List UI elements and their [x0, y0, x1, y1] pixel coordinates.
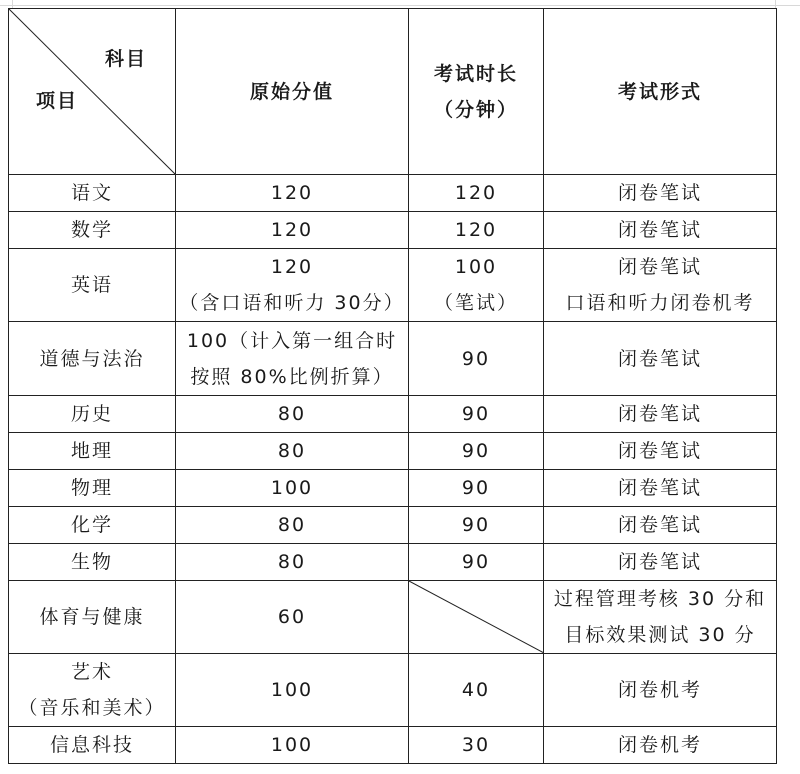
duration-cell: [409, 396, 544, 433]
duration-text: 90: [461, 403, 491, 425]
header-duration: [409, 9, 544, 175]
format-text: 闭卷笔试: [617, 219, 702, 241]
duration-text: 40: [461, 679, 491, 701]
table-row: [9, 581, 777, 654]
duration-text: 90: [461, 551, 491, 573]
score-text: 100: [270, 679, 314, 701]
header-score-label: 原始分值: [249, 80, 334, 103]
table-row: [9, 507, 777, 544]
score-cell: [176, 727, 409, 764]
score-cell: [176, 654, 409, 727]
score-text: 120: [270, 219, 314, 241]
subject-cell: [9, 396, 176, 433]
subject-text: （音乐和美术）: [18, 697, 166, 719]
format-cell: [544, 322, 777, 396]
subject-cell: [9, 212, 176, 249]
score-text: （含口语和听力 30分）: [179, 292, 405, 314]
subject-cell: [9, 249, 176, 322]
subject-text: 数学: [70, 219, 113, 241]
duration-text: 90: [461, 477, 491, 499]
score-cell: [176, 433, 409, 470]
duration-text: 120: [454, 219, 498, 241]
format-text: 过程管理考核 30 分和: [553, 588, 767, 610]
right-guide-line: [775, 0, 776, 8]
score-cell: [176, 249, 409, 322]
duration-cell: [409, 175, 544, 212]
score-cell: [176, 470, 409, 507]
subject-text: 艺术: [70, 661, 113, 683]
subject-text: 英语: [70, 274, 113, 296]
subject-cell: [9, 654, 176, 727]
score-cell: [176, 396, 409, 433]
format-text: 闭卷笔试: [617, 514, 702, 536]
format-text: 闭卷笔试: [617, 182, 702, 204]
score-text: 80: [277, 514, 307, 536]
subject-text: 生物: [70, 551, 113, 573]
score-text: 80: [277, 403, 307, 425]
format-cell: [544, 581, 777, 654]
header-duration-line2: （分钟）: [433, 98, 518, 121]
table-row: [9, 470, 777, 507]
subject-cell: [9, 507, 176, 544]
score-text: 100: [270, 477, 314, 499]
score-text: 80: [277, 551, 307, 573]
score-text: 按照 80%比例折算）: [190, 365, 394, 388]
cell-diagonal-line: [409, 581, 544, 653]
subject-text: 历史: [70, 403, 113, 425]
format-text: 闭卷笔试: [617, 256, 702, 278]
left-guide-line: [12, 0, 13, 8]
subject-text: 道德与法治: [39, 347, 145, 370]
format-text: 闭卷笔试: [617, 551, 702, 573]
score-cell: [176, 507, 409, 544]
score-text: 100（计入第一组合时: [186, 329, 398, 352]
table-row: [9, 322, 777, 396]
header-format-label: 考试形式: [617, 80, 702, 103]
score-text: 120: [270, 182, 314, 204]
table-row: [9, 544, 777, 581]
table-row: [9, 727, 777, 764]
format-cell: [544, 654, 777, 727]
format-text: 闭卷笔试: [617, 347, 702, 370]
format-text: 闭卷笔试: [617, 440, 702, 462]
duration-cell: [409, 654, 544, 727]
format-cell: [544, 727, 777, 764]
format-cell: [544, 470, 777, 507]
header-item-label: 项目: [36, 90, 79, 112]
duration-cell-empty: [409, 581, 544, 654]
subject-cell: [9, 581, 176, 654]
format-cell: [544, 507, 777, 544]
duration-cell: [409, 322, 544, 396]
top-guide-line: [0, 5, 800, 6]
duration-text: 100: [454, 256, 498, 278]
duration-cell: [409, 249, 544, 322]
subject-cell: [9, 544, 176, 581]
duration-text: 120: [454, 182, 498, 204]
table-row: [9, 654, 777, 727]
exam-subject-table: [8, 8, 777, 764]
table-row: [9, 396, 777, 433]
score-text: 80: [277, 440, 307, 462]
subject-text: 地理: [70, 440, 113, 462]
duration-cell: [409, 470, 544, 507]
subject-cell: [9, 433, 176, 470]
format-cell: [544, 396, 777, 433]
header-row: [9, 9, 777, 175]
header-format: [544, 9, 777, 175]
duration-cell: [409, 727, 544, 764]
score-text: 120: [270, 256, 314, 278]
subject-cell: [9, 175, 176, 212]
header-score: [176, 9, 409, 175]
subject-cell: [9, 470, 176, 507]
format-cell: [544, 249, 777, 322]
header-subject-label: 科目: [105, 48, 148, 70]
subject-text: 体育与健康: [39, 606, 145, 628]
header-duration-line1: 考试时长: [433, 62, 518, 85]
table-row: [9, 212, 777, 249]
subject-text: 物理: [70, 477, 113, 499]
format-cell: [544, 544, 777, 581]
corner-diagonal-line: [9, 9, 176, 175]
subject-text: 化学: [70, 514, 113, 536]
score-text: 60: [277, 606, 307, 628]
duration-text: 90: [461, 514, 491, 536]
duration-text: 90: [461, 347, 491, 370]
duration-text: 90: [461, 440, 491, 462]
duration-text: （笔试）: [433, 292, 518, 314]
score-cell: [176, 581, 409, 654]
score-text: 100: [270, 734, 314, 756]
format-text: 闭卷机考: [617, 734, 702, 756]
table-row: [9, 249, 777, 322]
format-cell: [544, 433, 777, 470]
format-text: 闭卷机考: [617, 679, 702, 701]
duration-text: 30: [461, 734, 491, 756]
format-text: 闭卷笔试: [617, 403, 702, 425]
duration-cell: [409, 212, 544, 249]
score-cell: [176, 544, 409, 581]
format-text: 目标效果测试 30 分: [564, 624, 756, 646]
score-cell: [176, 175, 409, 212]
duration-cell: [409, 433, 544, 470]
subject-cell: [9, 727, 176, 764]
format-text: 口语和听力闭卷机考: [565, 292, 755, 314]
table-row: [9, 175, 777, 212]
duration-cell: [409, 507, 544, 544]
subject-text: 语文: [70, 182, 113, 204]
table-row: [9, 433, 777, 470]
format-cell: [544, 175, 777, 212]
score-cell: [176, 322, 409, 396]
subject-text: 信息科技: [49, 734, 134, 756]
subject-cell: [9, 322, 176, 396]
duration-cell: [409, 544, 544, 581]
score-cell: [176, 212, 409, 249]
format-text: 闭卷笔试: [617, 477, 702, 499]
header-corner-cell: [9, 9, 176, 175]
format-cell: [544, 212, 777, 249]
